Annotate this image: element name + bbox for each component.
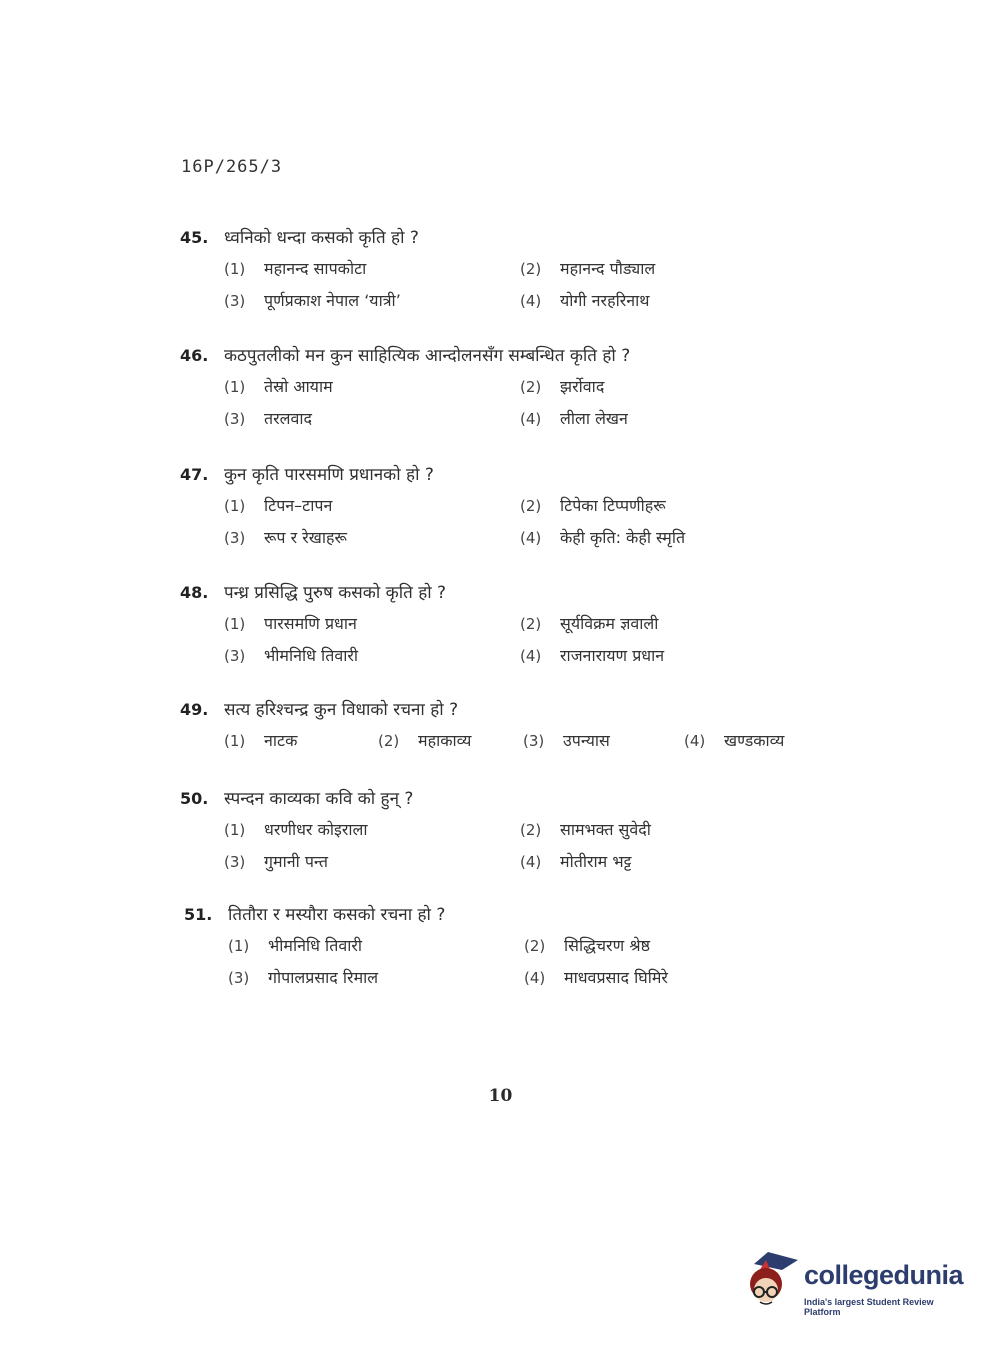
option-4: (4) लीला लेखन [520, 409, 628, 428]
question-number: 47. [180, 465, 209, 484]
option-3: (3) गुमानी पन्त [224, 852, 328, 871]
option-4: (4) राजनारायण प्रधान [520, 646, 665, 665]
option-1: (1) धरणीधर कोइराला [224, 820, 368, 839]
question-number: 48. [180, 583, 209, 602]
question-text: सत्य हरिश्चन्द्र कुन विधाको रचना हो ? [224, 700, 459, 720]
question-51 [184, 902, 824, 996]
option-2: (2) सामभक्त सुवेदी [520, 820, 651, 839]
question-45 [180, 225, 820, 319]
question-number: 46. [180, 346, 209, 365]
option-1: (1) टिपन–टापन [224, 496, 333, 515]
paper-code: 16P/265/3 [181, 157, 283, 177]
option-3: (3) भीमनिधि तिवारी [224, 646, 359, 665]
option-2: (2) महानन्द पौड्याल [520, 259, 656, 278]
question-number: 49. [180, 700, 209, 719]
option-4: (4) माधवप्रसाद घिमिरे [524, 968, 668, 987]
option-2: (2) टिपेका टिप्पणीहरू [520, 496, 666, 515]
option-4: (4) केही कृति: केही स्मृति [520, 528, 686, 547]
option-3: (3) उपन्यास [523, 731, 610, 750]
question-47 [180, 462, 820, 556]
question-text: कुन कृति पारसमणि प्रधानको हो ? [224, 465, 434, 485]
option-2: (2) महाकाव्य [378, 731, 472, 750]
option-4: (4) मोतीराम भट्ट [520, 852, 632, 871]
page-number: 10 [488, 1086, 513, 1106]
option-1: (1) महानन्द सापकोटा [224, 259, 367, 278]
question-text: स्पन्दन काव्यका कवि को हुन् ? [224, 789, 414, 809]
option-2: (2) झर्रोवाद [520, 377, 605, 396]
option-1: (1) तेस्रो आयाम [224, 377, 333, 396]
question-number: 51. [184, 905, 213, 924]
brand-tagline: India's largest Student Review Platform [804, 1297, 934, 1317]
question-number: 45. [180, 228, 209, 247]
brand-watermark[interactable] [742, 1250, 972, 1316]
option-3: (3) रूप र रेखाहरू [224, 528, 347, 547]
option-2: (2) सिद्धिचरण श्रेष्ठ [524, 936, 650, 955]
option-2: (2) सूर्यविक्रम ज्ञवाली [520, 614, 659, 633]
question-48 [180, 580, 820, 674]
question-text: पन्ध्र प्रसिद्धि पुरुष कसको कृति हो ? [224, 583, 447, 603]
question-46 [180, 343, 820, 437]
question-text: कठपुतलीको मन कुन साहित्यिक आन्दोलनसँग सम्बन्धित कृति हो ? [224, 346, 631, 366]
brand-name: collegedunia [804, 1260, 964, 1290]
option-1: (1) नाटक [224, 731, 298, 750]
question-text: तितौरा र मस्यौरा कसको रचना हो ? [228, 905, 446, 925]
option-3: (3) तरलवाद [224, 409, 313, 428]
question-50 [180, 786, 820, 880]
question-text: ध्वनिको धन्दा कसको कृति हो ? [224, 228, 419, 248]
option-3: (3) गोपालप्रसाद रिमाल [228, 968, 379, 987]
option-4: (4) खण्डकाव्य [684, 731, 785, 750]
option-3: (3) पूर्णप्रकाश नेपाल ‘यात्री’ [224, 291, 401, 310]
option-1: (1) भीमनिधि तिवारी [228, 936, 363, 955]
question-number: 50. [180, 789, 209, 808]
option-1: (1) पारसमणि प्रधान [224, 614, 357, 633]
mascot-logo-icon [742, 1250, 802, 1312]
option-4: (4) योगी नरहरिनाथ [520, 291, 650, 310]
question-49 [180, 697, 820, 761]
